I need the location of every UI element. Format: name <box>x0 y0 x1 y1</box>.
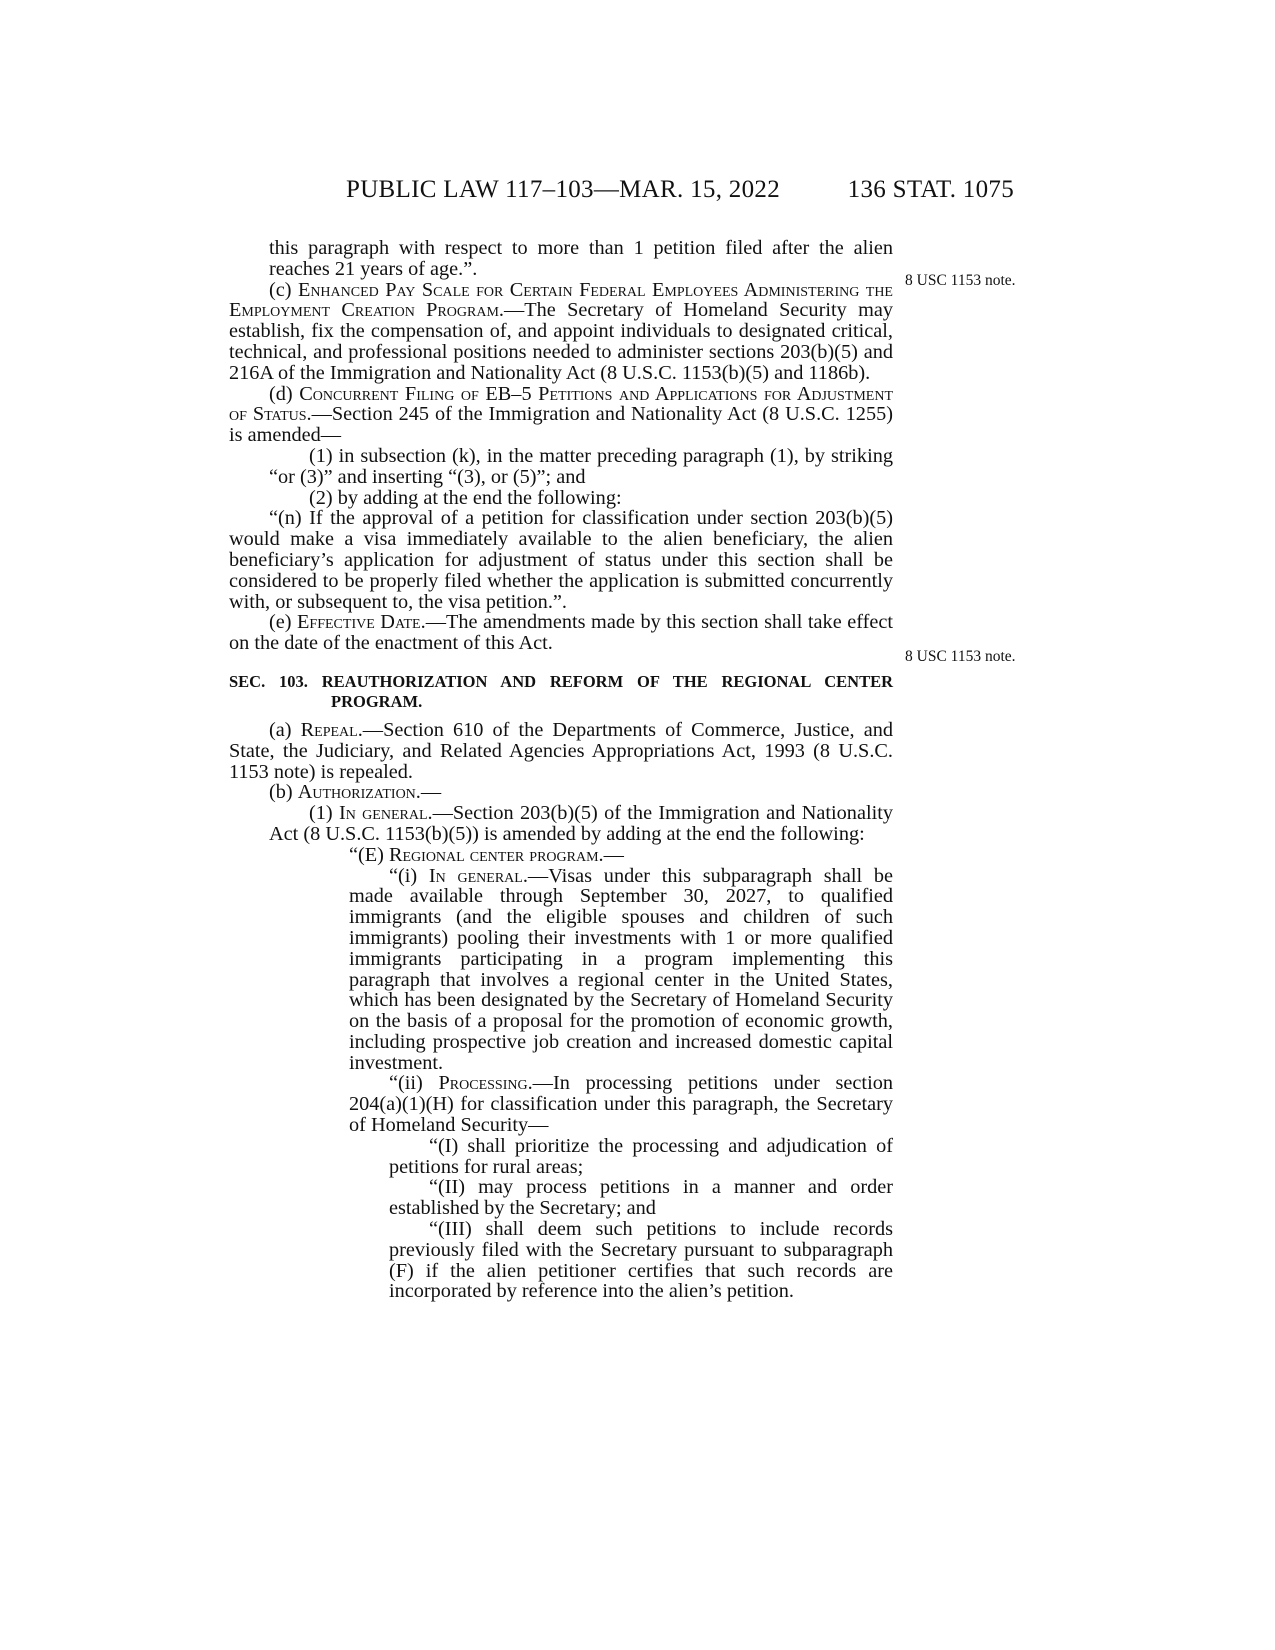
subsection-label: (b) <box>269 781 298 804</box>
subsection-heading: Enhanced Pay Scale for Certain Federal Employees Administering the Employment Creation Program. <box>229 278 893 322</box>
quoted-subsection-n: “(n) If the approval of a petition for classification under section 203(b)(5) would make a visa immediately available to the alien beneficiary, the alien beneficiary’s application for adjustment of status under this section shall be considered to be properly filed whether the application is submitted concurrently with, or subsequent to, the visa petition.”. <box>229 507 893 613</box>
subsection-heading: Repeal. <box>300 718 363 741</box>
running-head: PUBLIC LAW 117–103—MAR. 15, 2022 <box>346 176 781 203</box>
clause-ii <box>349 1073 893 1135</box>
margin-note-usc: 8 USC 1153 note. <box>905 648 1016 665</box>
subclause-III: “(III) shall deem such petitions to include records previously filed with the Secretary pursuant to subparagraph (F) if the alien petitioner certifies that such records are incorporated by reference into the alien’s petition. <box>389 1218 893 1303</box>
subparagraph-text: — <box>603 843 624 866</box>
document-body <box>229 238 893 1302</box>
stat-page-number: 136 STAT. 1075 <box>847 176 1014 203</box>
subsection-c <box>229 280 893 384</box>
page-header <box>0 176 1275 216</box>
paragraph-d1: (1) in subsection (k), in the matter preceding paragraph (1), by striking “or (3)” and inserting “(3), or (5)”; and <box>269 444 893 488</box>
paragraph-text: —Section 203(b)(5) of the Immigration and Nationality Act (8 U.S.C. 1153(b)(5)) is amended by adding at the end the following: <box>269 802 893 845</box>
subsection-label: (d) <box>269 382 300 405</box>
clause-heading: In general. <box>428 864 528 887</box>
subclause-I: “(I) shall prioritize the processing and adjudication of petitions for rural areas; <box>389 1134 893 1178</box>
subsection-text: —Section 610 of the Departments of Commerce, Justice, and State, the Judiciary, and Related Agencies Appropriations Act, 1993 (8 U.S.C. 1153 note) is repealed. <box>229 718 893 783</box>
subsection-heading: Effective Date. <box>297 611 426 634</box>
subparagraph-heading: Regional center program. <box>388 843 604 866</box>
paragraph-continuation: this paragraph with respect to more than 1 petition filed after the alien reaches 21 years of age.”. <box>269 237 893 280</box>
subsection-heading: Concurrent Filing of EB–5 Petitions and Applications for Adjustment of Status. <box>229 382 894 426</box>
clause-heading: Processing. <box>438 1072 533 1095</box>
paragraph-heading: In general. <box>338 802 433 825</box>
subsection-d <box>229 384 893 446</box>
subsection-e <box>229 612 893 654</box>
subsection-label: (e) <box>269 611 298 634</box>
paragraph-d2: (2) by adding at the end the following: <box>309 486 622 509</box>
subparagraph-label: “(E) <box>349 843 389 866</box>
subsection-label: (a) <box>269 718 301 741</box>
subsection-text: —Section 245 of the Immigration and Nationality Act (8 U.S.C. 1255) is amended— <box>229 403 893 447</box>
clause-text: —In processing petitions under section 204(a)(1)(H) for classification under this paragraph, the Secretary of Homeland Security— <box>349 1072 893 1137</box>
margin-note-usc: 8 USC 1153 note. <box>905 272 1016 289</box>
subsection-a <box>229 720 893 782</box>
clause-label: “(i) <box>389 864 429 887</box>
quoted-subparagraph-E <box>269 845 893 866</box>
subsection-heading: Authorization. <box>297 781 421 804</box>
paragraph-label: (1) <box>309 802 339 825</box>
clause-label: “(ii) <box>389 1072 439 1095</box>
subclause-II: “(II) may process petitions in a manner and order established by the Secretary; and <box>389 1176 893 1220</box>
paragraph-b1 <box>269 803 893 845</box>
subsection-text: —The amendments made by this section shall take effect on the date of the enactment of this Act. <box>229 611 893 655</box>
subsection-label: (c) <box>269 278 298 301</box>
subsection-b <box>229 782 893 803</box>
subsection-text: — <box>420 781 442 804</box>
clause-i <box>349 866 893 1074</box>
clause-text: —Visas under this subparagraph shall be made available through September 30, 2027, to qualified immigrants (and the eligible spouses and children of such immigrants) pooling their investments with 1 or more qualified immigrants participating in a program implementing this paragraph that involves a regional center in the United States, which has been designated by the Secretary of Homeland Security on the basis of a proposal for the promotion of economic growth, including prospective job creation and increased domestic capital investment. <box>349 864 893 1074</box>
section-heading: SEC. 103. REAUTHORIZATION AND REFORM OF THE REGIONAL CENTER PROGRAM. <box>229 671 893 711</box>
subsection-text: —The Secretary of Homeland Security may establish, fix the compensation of, and appoint individuals to designated critical, technical, and professional positions needed to administer sections 203(b)(5) and 216A of the Immigration and Nationality Act (8 U.S.C. 1153(b)(5) and 1186b). <box>229 299 893 384</box>
